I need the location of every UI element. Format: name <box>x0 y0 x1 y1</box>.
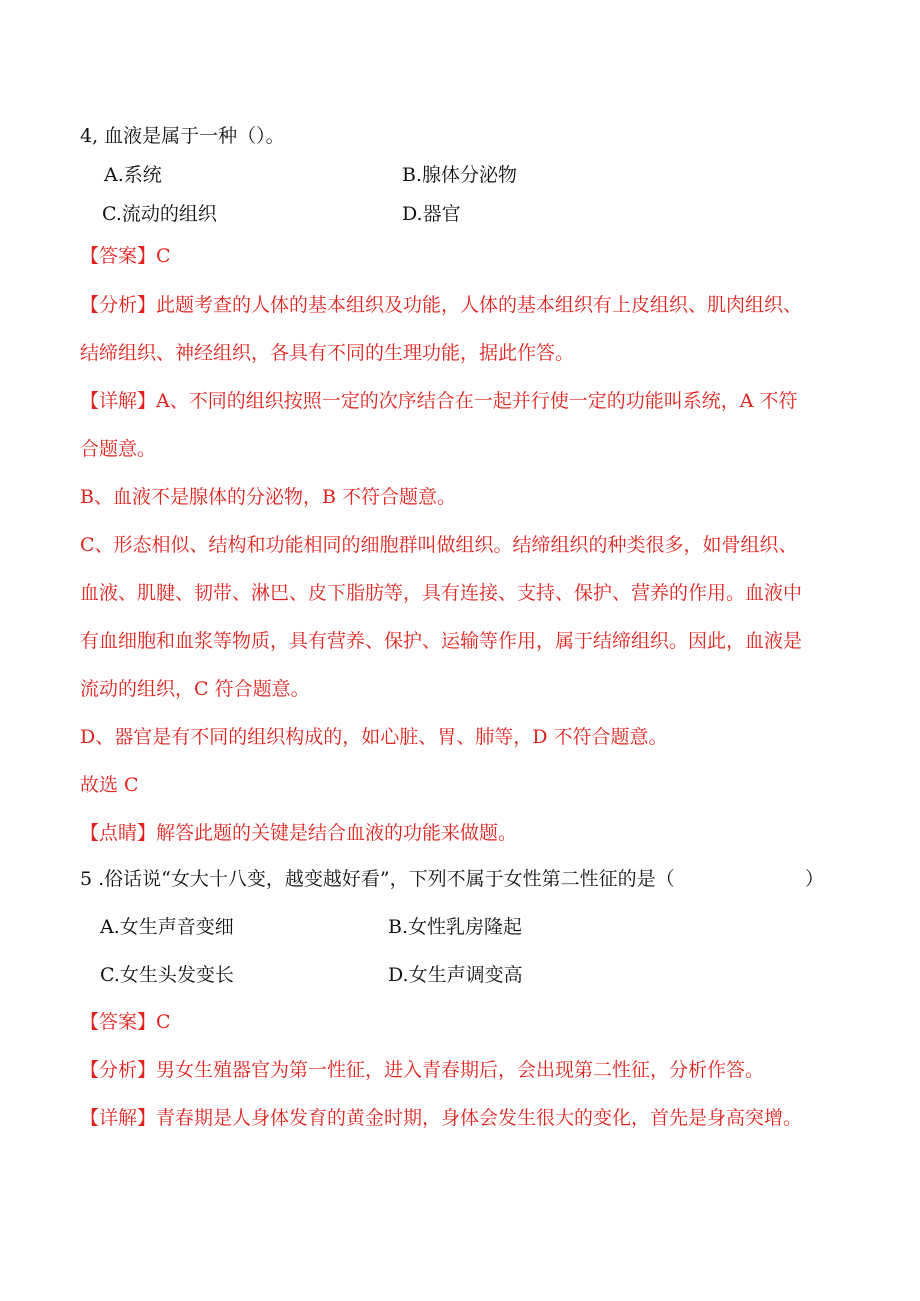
q4-option-b: B.腺体分泌物 <box>402 164 518 186</box>
q4-answer-value: C <box>156 245 171 267</box>
q5-detail-text: 青春期是人身体发育的黄金时期，身体会发生很大的变化，首先是身高突增。 <box>156 1107 803 1129</box>
q4-detail-text-8: D、器官是有不同的组织构成的，如心脏、胃、肺等，D 不符合题意。 <box>80 726 668 748</box>
q4-comment-line <box>80 821 517 845</box>
q4-detail-text-4: C、形态相似、结构和功能相同的细胞群叫做组织。结缔组织的种类很多，如骨组织、 <box>80 534 798 556</box>
q4-option-c: C.流动的组织 <box>102 203 217 225</box>
q4-detail-text-3: B、血液不是腺体的分泌物，B 不符合题意。 <box>80 486 456 508</box>
q5-stem-close: ） <box>805 868 825 890</box>
q4-stem: 4, 血液是属于一种（）。 <box>80 125 285 147</box>
q4-detail-text-6: 有血细胞和血浆等物质，具有营养、保护、运输等作用，属于结缔组织。因此，血液是 <box>80 630 803 652</box>
q4-detail-text-2: 合题意。 <box>80 438 157 460</box>
q4-detail-line-1 <box>80 389 798 413</box>
q5-answer-value: C <box>156 1011 171 1033</box>
q5-answer-line <box>80 1010 171 1034</box>
q4-option-d: D.器官 <box>402 203 461 225</box>
q4-comment-text: 解答此题的关键是结合血液的功能来做题。 <box>156 822 518 844</box>
q4-detail-tag: 【详解】 <box>80 390 157 412</box>
q4-answer-line <box>80 244 171 268</box>
q4-comment-tag: 【点睛】 <box>80 822 157 844</box>
q4-option-a: A.系统 <box>104 164 162 186</box>
q5-stem: 5 .俗话说“女大十八变，越变越好看”，下列不属于女性第二性征的是（ <box>80 868 675 890</box>
q5-option-a: A.女生声音变细 <box>100 916 234 938</box>
q4-analysis-line-1 <box>80 293 802 317</box>
q4-detail-text-1: A、不同的组织按照一定的次序结合在一起并行使一定的功能叫系统，A 不符 <box>156 390 798 412</box>
q5-answer-tag: 【答案】 <box>80 1011 157 1033</box>
q4-analysis-tag: 【分析】 <box>80 294 157 316</box>
q4-analysis-text-1: 此题考查的人体的基本组织及功能，人体的基本组织有上皮组织、肌肉组织、 <box>156 294 803 316</box>
q5-option-c: C.女生头发变长 <box>100 964 234 986</box>
q5-analysis-line <box>80 1058 764 1082</box>
q5-option-b: B.女性乳房隆起 <box>388 916 523 938</box>
q4-detail-text-7: 流动的组织，C 符合题意。 <box>80 678 310 700</box>
q5-analysis-text: 男女生殖器官为第一性征，进入青春期后，会出现第二性征，分析作答。 <box>156 1059 765 1081</box>
q4-analysis-text-2: 结缔组织、神经组织，各具有不同的生理功能，据此作答。 <box>80 342 575 364</box>
q5-detail-tag: 【详解】 <box>80 1107 157 1129</box>
q5-analysis-tag: 【分析】 <box>80 1059 157 1081</box>
q4-answer-tag: 【答案】 <box>80 245 157 267</box>
q4-detail-text-5: 血液、肌腱、韧带、淋巴、皮下脂肪等，具有连接、支持、保护、营养的作用。血液中 <box>80 582 803 604</box>
q4-conclusion: 故选 C <box>80 774 139 796</box>
q5-detail-line <box>80 1106 802 1130</box>
q5-option-d: D.女生声调变高 <box>388 964 523 986</box>
